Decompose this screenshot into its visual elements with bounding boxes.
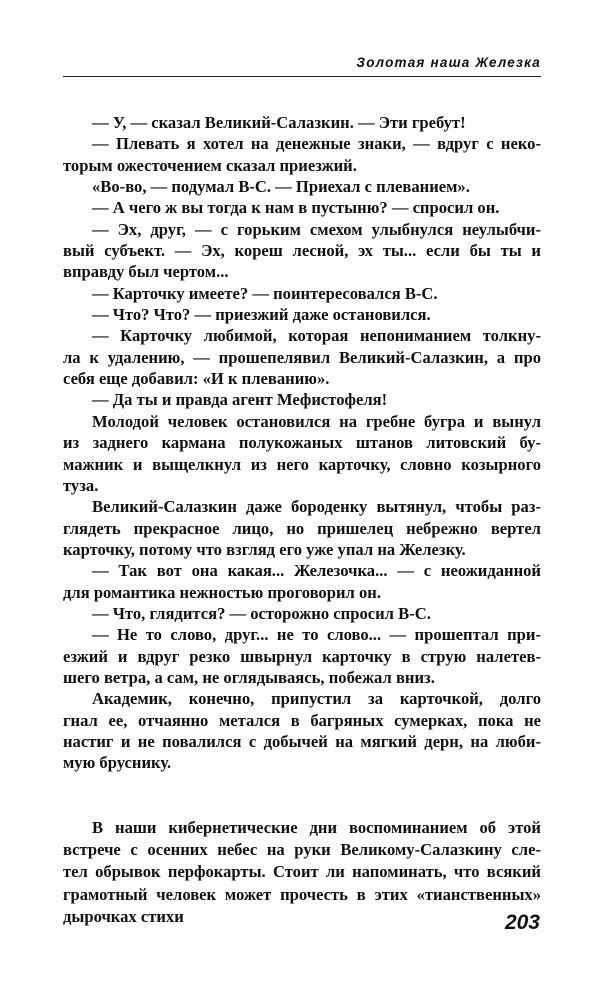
paragraph xyxy=(63,496,541,560)
text-line: из заднего кармана полукожаных штанов литовский бу- xyxy=(63,433,541,453)
text-line: — Что? Что? — приезжий даже остановился. xyxy=(92,305,431,325)
paragraph xyxy=(63,325,541,389)
paragraph xyxy=(63,603,541,624)
text-line: мажник и выщелкнул из него карточку, словно козырного xyxy=(63,454,541,474)
text-line: для романтика нежностью проговорил он. xyxy=(63,582,381,602)
text-line: мую бруснику. xyxy=(63,753,172,773)
text-line: ла к удалению, — прошепелявил Великий-Салазкин, а про xyxy=(63,347,541,367)
paragraph xyxy=(63,112,541,133)
text-line: — А чего ж вы тогда к нам в пустыню? — спросил он. xyxy=(92,198,500,218)
text-line: торым ожесточением сказал приезжий. xyxy=(63,155,357,175)
paragraph xyxy=(63,411,541,496)
text-line: Великий-Салазкин даже бороденку вытянул, чтобы раз- xyxy=(92,497,541,517)
text-line: гнал ее, отчаянно метался в багряных сумерках, пока не xyxy=(63,710,541,730)
text-line: тел обрывок перфокарты. Стоит ли напоминать, что всякий xyxy=(63,862,541,882)
paragraph xyxy=(63,560,541,603)
page-number: 203 xyxy=(504,911,540,934)
text-line: себя еще добавил: «И к плеванию». xyxy=(63,369,330,389)
text-line: грамотный человек может прочесть в этих «тианственных» xyxy=(63,884,541,904)
paragraph xyxy=(63,688,541,773)
main-text-block xyxy=(63,112,541,774)
text-line: туза. xyxy=(63,475,99,495)
text-line: — Эх, друг, — с горьким смехом улыбнулся неулыбчи- xyxy=(92,219,541,239)
text-line: глядеть прекрасное лицо, но пришелец небрежно вертел xyxy=(63,518,541,538)
paragraph xyxy=(63,176,541,197)
text-line: карточку, потому что взгляд его уже упал на Железку. xyxy=(63,539,466,559)
paragraph xyxy=(63,133,541,176)
paragraph xyxy=(63,304,541,325)
text-line: настиг и не повалился с добычей на мягкий дерн, на люби- xyxy=(63,731,541,751)
text-line: — Да ты и правда агент Мефистофеля! xyxy=(92,390,388,410)
text-line: вый субъект. — Эх, кореш лесной, эх ты... если бы ты и xyxy=(63,241,541,261)
text-line: вправду был чертом... xyxy=(63,262,229,282)
text-line: шего ветра, а сам, не оглядываясь, побежал вниз. xyxy=(63,667,435,687)
text-line: «Во-во, — подумал В-С. — Приехал с плеванием». xyxy=(92,177,470,197)
text-line: — Что, глядится? — осторожно спросил В-С. xyxy=(92,603,431,623)
running-title: Золотая наша Железка xyxy=(356,55,541,70)
text-line: — Плевать я хотел на денежные знаки, — вдруг с неко- xyxy=(92,134,541,154)
text-line: — Так вот она какая... Железочка... — с неожиданной xyxy=(92,561,541,581)
text-line: Молодой человек остановился на гребне бугра и вынул xyxy=(92,411,541,431)
paragraph xyxy=(63,283,541,304)
paragraph xyxy=(63,624,541,688)
section-text-block xyxy=(63,817,541,928)
text-line: В наши кибернетические дни воспоминанием об этой xyxy=(92,818,541,837)
paragraph xyxy=(63,817,541,928)
paragraph xyxy=(63,389,541,410)
text-line: — У, — сказал Великий-Салазкин. — Эти гребут! xyxy=(92,113,466,132)
text-line: езжий и вдруг резко швырнул карточку в струю налетев- xyxy=(63,646,541,666)
text-line: — Карточку любимой, которая непониманием толкну- xyxy=(92,326,541,346)
paragraph xyxy=(63,219,541,283)
text-line: Академик, конечно, припустил за карточкой, долго xyxy=(92,689,541,709)
running-header xyxy=(63,54,541,77)
text-line: — Карточку имеете? — поинтересовался В-С. xyxy=(92,283,438,303)
text-line: встрече с осенних небес на руки Великому-Салазкину сле- xyxy=(63,840,541,860)
paragraph xyxy=(63,197,541,218)
text-line: — Не то слово, друг... не то слово... — прошептал при- xyxy=(92,625,541,645)
text-line: дырочках стихи xyxy=(63,906,184,926)
